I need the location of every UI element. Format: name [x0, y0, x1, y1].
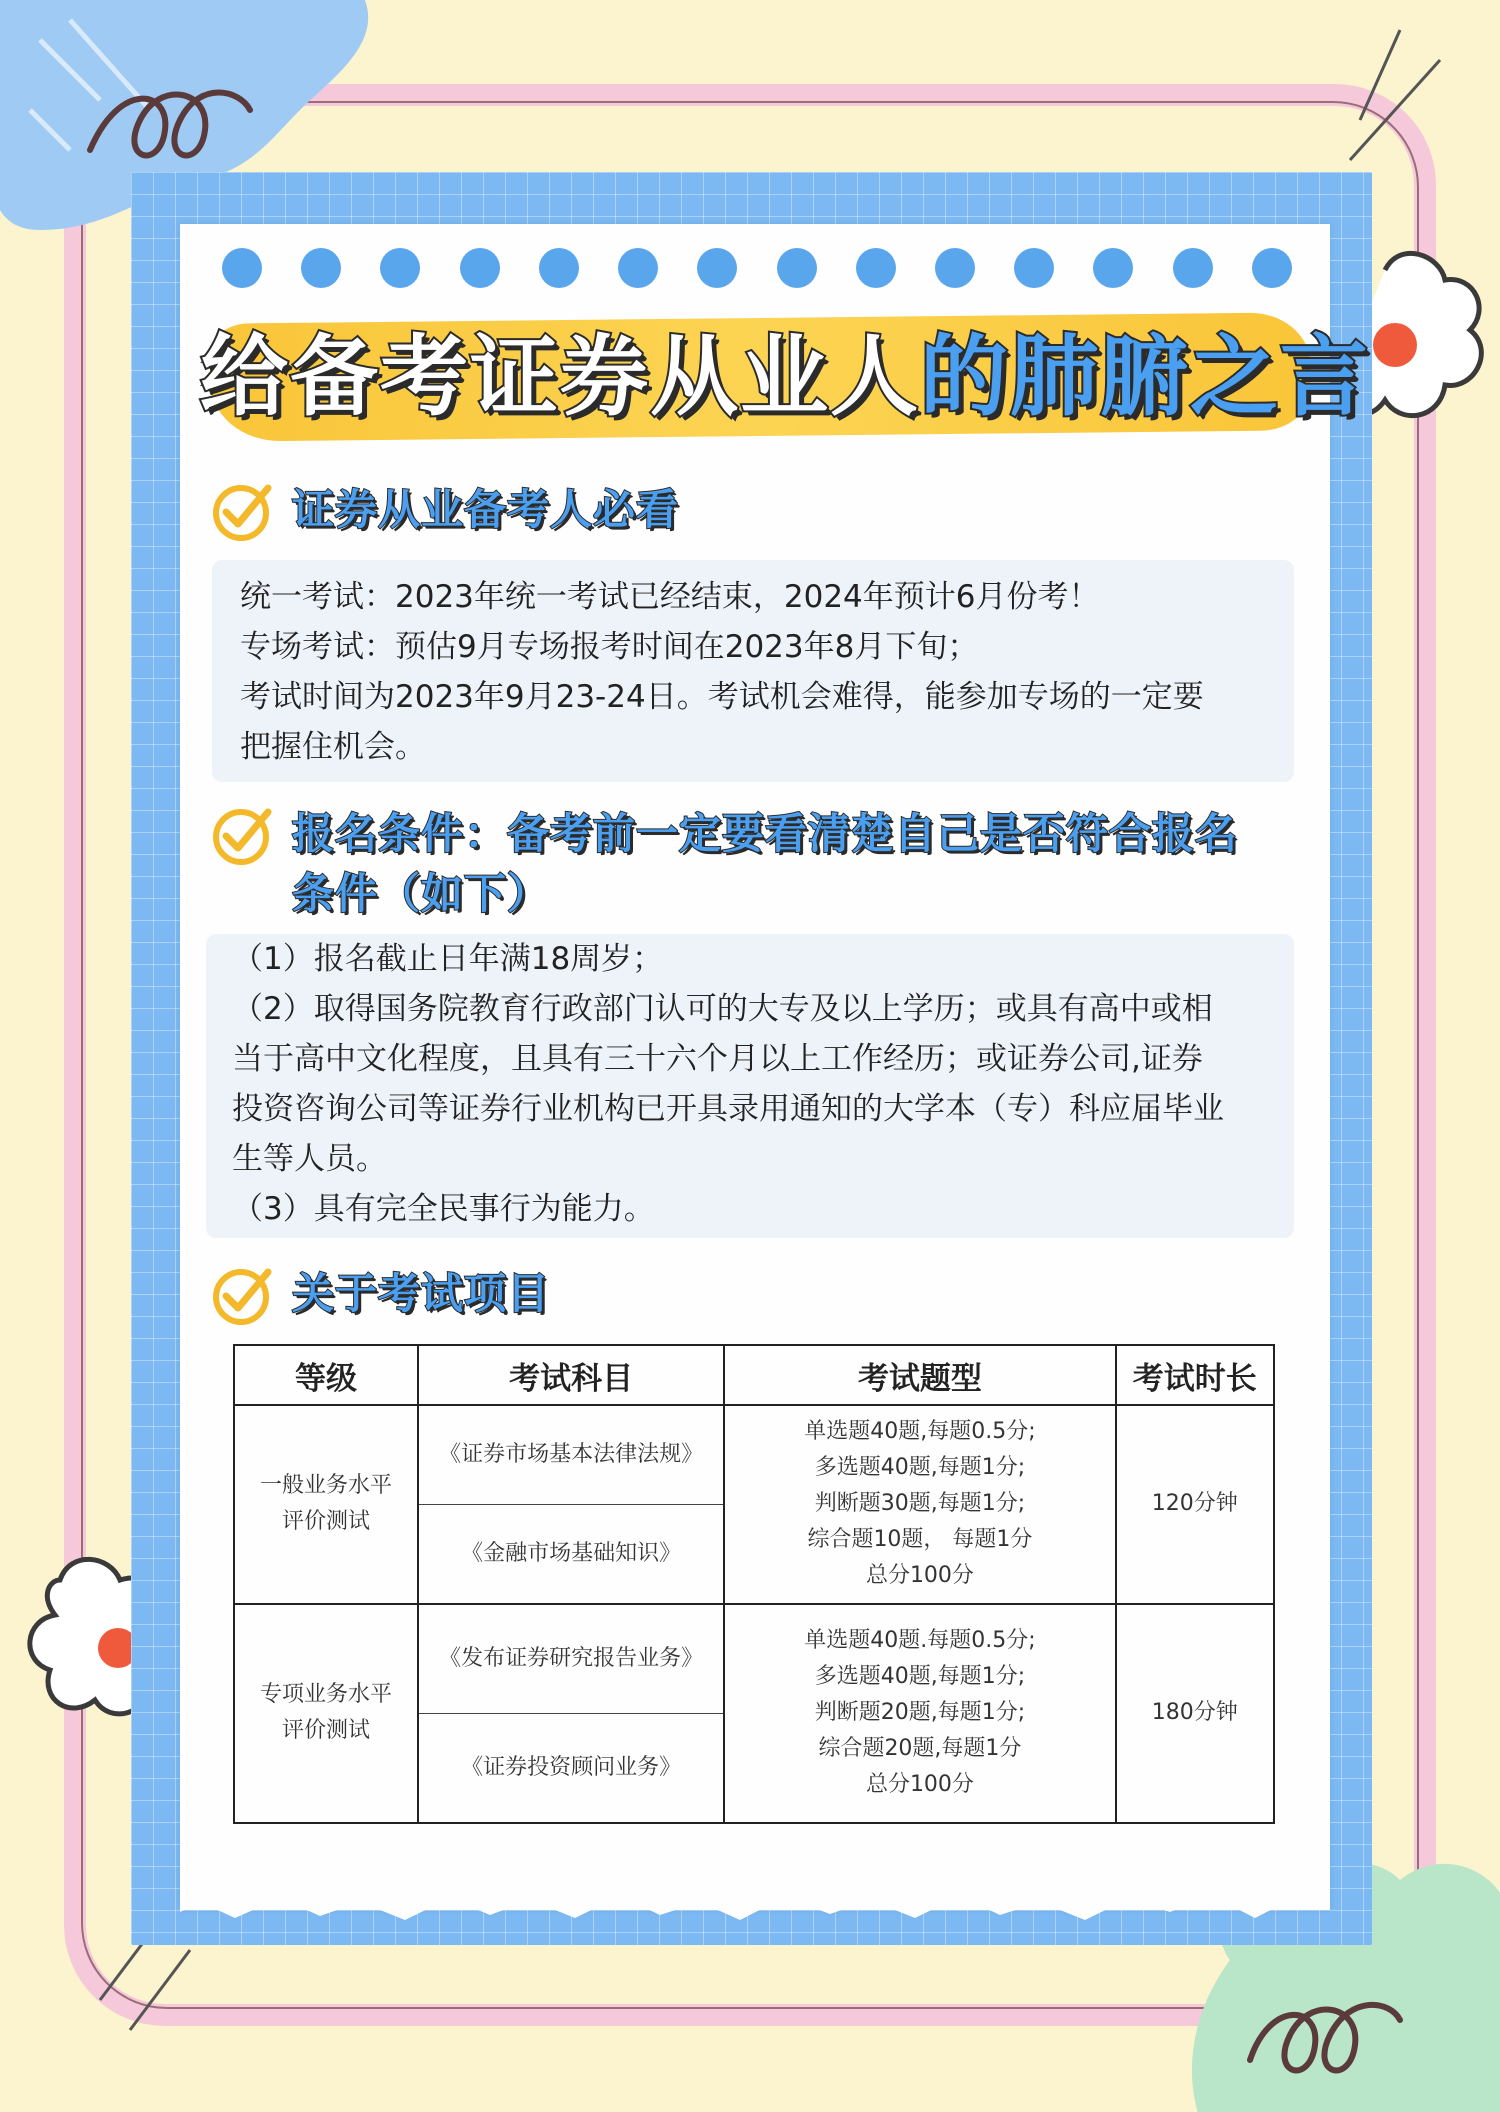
binder-holes: [222, 248, 1292, 292]
section2-line: （2）取得国务院教育行政部门认可的大专及以上学历；或具有高中或相: [232, 991, 1213, 1027]
page-title: [200, 322, 1371, 432]
section2-line: 生等人员。: [232, 1141, 387, 1177]
type-cell: [724, 1405, 1115, 1604]
exam-table: [233, 1344, 1275, 1824]
subject-cell: 《证券市场基本法律法规》: [418, 1405, 724, 1504]
level-line: 评价测试: [281, 1509, 370, 1535]
binder-hole: [222, 248, 262, 288]
type-line: 判断题20题,每题1分;: [814, 1700, 1026, 1726]
binder-hole: [460, 248, 500, 288]
header-subject: 考试科目: [418, 1345, 724, 1405]
subject-cell: 《金融市场基础知识》: [418, 1504, 724, 1603]
section2-line: （3）具有完全民事行为能力。: [232, 1191, 655, 1227]
section1-heading: 证券从业备考人必看: [292, 485, 680, 534]
binder-hole: [777, 248, 817, 288]
header-level: 等级: [234, 1345, 418, 1405]
type-line: 判断题30题,每题1分;: [814, 1491, 1026, 1517]
section1-line: 把握住机会。: [240, 729, 426, 765]
section2-box: [206, 934, 1294, 1238]
table-row: [234, 1405, 1274, 1504]
duration-cell: 120分钟: [1116, 1405, 1274, 1604]
header-duration: 考试时长: [1116, 1345, 1274, 1405]
title-part-blue: 的肺腑之言: [920, 325, 1371, 428]
level-line: 专项业务水平: [259, 1682, 392, 1708]
section2-heading-line2: 条件（如下）: [292, 869, 551, 918]
type-cell: [724, 1604, 1115, 1823]
section1-line: 统一考试：2023年统一考试已经结束，2024年预计6月份考！: [240, 579, 1100, 615]
type-line: 多选题40题,每题1分;: [814, 1455, 1026, 1481]
binder-hole: [380, 248, 420, 288]
check-circle-icon: [212, 480, 274, 542]
section2-line: 当于高中文化程度，且具有三十六个月以上工作经历；或证券公司,证券: [232, 1041, 1203, 1077]
binder-hole: [618, 248, 658, 288]
section1-box: [212, 560, 1294, 782]
binder-hole: [301, 248, 341, 288]
header-type: 考试题型: [724, 1345, 1115, 1405]
type-line: 综合题10题， 每题1分: [807, 1527, 1033, 1553]
duration-cell: 180分钟: [1116, 1604, 1274, 1823]
check-circle-icon: [212, 1264, 274, 1326]
binder-hole: [539, 248, 579, 288]
section3-heading: 关于考试项目: [292, 1269, 551, 1318]
section2-heading-line1: 报名条件：备考前一定要看清楚自己是否符合报名: [292, 809, 1239, 858]
binder-hole: [697, 248, 737, 288]
type-line: 总分100分: [865, 1772, 974, 1798]
binder-hole: [1173, 248, 1213, 288]
subject-cell: 《发布证券研究报告业务》: [418, 1604, 724, 1714]
section1-line: 专场考试：预估9月专场报考时间在2023年8月下旬；: [240, 629, 979, 665]
type-line: 单选题40题,每题0.5分;: [804, 1419, 1036, 1445]
table-header-row: [234, 1345, 1274, 1405]
level-cell: [234, 1405, 418, 1604]
type-line: 多选题40题,每题1分;: [814, 1664, 1026, 1690]
section1-line: 考试时间为2023年9月23-24日。考试机会难得，能参加专场的一定要: [240, 679, 1204, 715]
type-line: 总分100分: [865, 1563, 974, 1589]
check-circle-icon: [212, 804, 274, 866]
table-row: [234, 1604, 1274, 1714]
level-line: 一般业务水平: [259, 1473, 392, 1499]
level-line: 评价测试: [281, 1718, 370, 1744]
type-line: 单选题40题.每题0.5分;: [804, 1628, 1036, 1654]
subject-cell: 《证券投资顾问业务》: [418, 1713, 724, 1823]
type-line: 综合题20题,每题1分: [818, 1736, 1022, 1762]
binder-hole: [856, 248, 896, 288]
torn-paper-edge: [180, 1860, 1330, 1930]
level-cell: [234, 1604, 418, 1823]
binder-hole: [1093, 248, 1133, 288]
binder-hole: [935, 248, 975, 288]
binder-hole: [1252, 248, 1292, 288]
section2-line: （1）报名截止日年满18周岁；: [232, 941, 664, 977]
section2-line: 投资咨询公司等证券行业机构已开具录用通知的大学本（专）科应届毕业: [232, 1091, 1224, 1127]
title-part-white: 给备考证券从业人: [200, 325, 921, 428]
binder-hole: [1014, 248, 1054, 288]
